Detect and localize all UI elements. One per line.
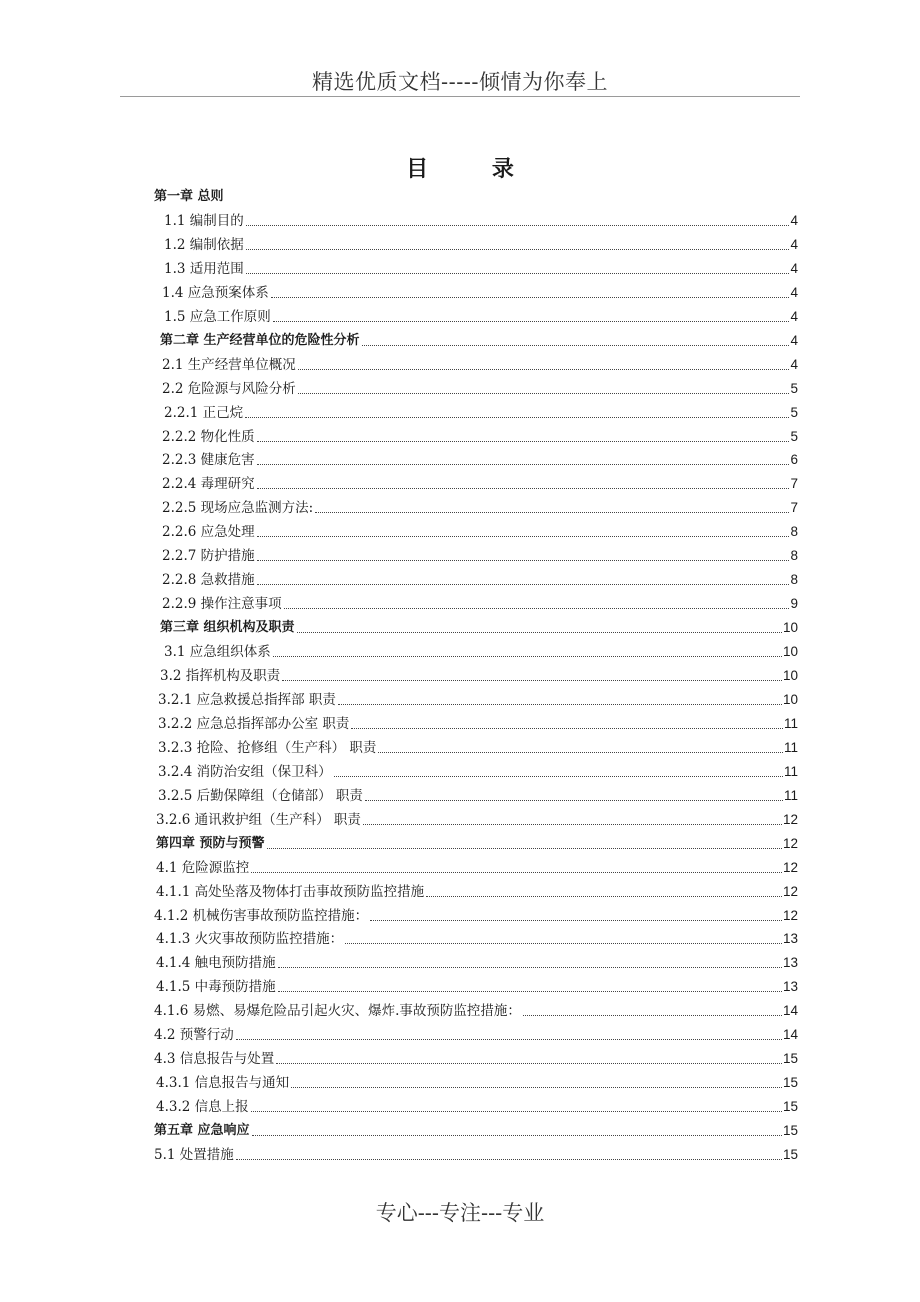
toc-page-number: 6 bbox=[790, 452, 798, 468]
toc-entry-label: 2.2.6 应急处理 bbox=[162, 524, 255, 541]
toc-dot-leader bbox=[273, 656, 782, 657]
toc-entry[interactable] bbox=[156, 926, 798, 948]
toc-entry-label: 4.1.3 火灾事故预防监控措施： bbox=[156, 931, 344, 948]
toc-entry-label: 第五章 应急响应 bbox=[154, 1123, 250, 1139]
toc-chapter-entry[interactable] bbox=[160, 328, 798, 350]
toc-entry[interactable] bbox=[154, 1046, 798, 1068]
toc-entry-label: 2.2.4 毒理研究 bbox=[162, 476, 255, 493]
toc-entry-label: 4.1 危险源监控 bbox=[156, 859, 250, 876]
toc-page-number: 13 bbox=[782, 979, 798, 995]
toc-entry[interactable] bbox=[164, 304, 798, 326]
toc-dot-leader bbox=[351, 728, 783, 729]
toc-entry[interactable] bbox=[154, 1142, 798, 1164]
toc-page-number: 4 bbox=[790, 308, 798, 324]
toc-entry-label: 1.5 应急工作原则 bbox=[164, 308, 271, 325]
toc-entry-label: 3.2.5 后勤保障组（仓储部） 职责 bbox=[158, 787, 363, 804]
toc-dot-leader bbox=[257, 464, 790, 465]
toc-entry-label: 第二章 生产经营单位的危险性分析 bbox=[160, 332, 360, 348]
toc-entry[interactable] bbox=[160, 663, 798, 685]
toc-dot-leader bbox=[378, 752, 783, 753]
toc-dot-leader bbox=[251, 1111, 782, 1112]
toc-dot-leader bbox=[426, 896, 782, 897]
toc-entry-label: 第一章 总则 bbox=[154, 189, 224, 204]
toc-entry[interactable] bbox=[158, 735, 798, 757]
toc-page-number: 11 bbox=[783, 763, 798, 779]
toc-page-number: 7 bbox=[790, 500, 798, 516]
toc-entry[interactable] bbox=[154, 998, 798, 1020]
toc-entry-label: 2.2.5 现场应急监测方法: bbox=[162, 500, 314, 517]
toc-entry[interactable] bbox=[162, 447, 798, 469]
page-footer: 专心---专注---专业 bbox=[375, 1201, 545, 1225]
toc-entry-label: 1.4 应急预案体系 bbox=[162, 284, 269, 301]
toc-entry[interactable] bbox=[162, 519, 798, 541]
toc-dot-leader bbox=[251, 872, 782, 873]
header-divider bbox=[120, 96, 800, 97]
toc-page-number: 15 bbox=[782, 1075, 798, 1091]
toc-page-number: 5 bbox=[790, 404, 798, 420]
toc-page-number: 12 bbox=[782, 883, 798, 899]
toc-entry-label: 3.2.1 应急救援总指挥部 职责 bbox=[158, 691, 336, 708]
toc-chapter-entry[interactable] bbox=[156, 831, 798, 853]
toc-entry[interactable] bbox=[154, 1022, 798, 1044]
toc-page-number: 10 bbox=[782, 668, 798, 683]
toc-dot-leader bbox=[245, 417, 789, 418]
toc-page-number: 14 bbox=[782, 1027, 798, 1043]
toc-page-number: 7 bbox=[790, 476, 798, 492]
toc-entry[interactable] bbox=[156, 879, 798, 901]
toc-entry-label: 2.2.3 健康危害 bbox=[162, 452, 255, 469]
toc-dot-leader bbox=[363, 824, 782, 825]
toc-dot-leader bbox=[282, 680, 782, 681]
toc-entry[interactable] bbox=[164, 256, 798, 278]
toc-entry-label: 4.1.5 中毒预防措施 bbox=[156, 979, 276, 996]
toc-entry-label: 4.2 预警行动 bbox=[154, 1027, 234, 1044]
toc-entry[interactable] bbox=[162, 424, 798, 446]
toc-entry[interactable] bbox=[164, 208, 798, 230]
toc-dot-leader bbox=[370, 920, 782, 921]
toc-entry-label: 4.3 信息报告与处置 bbox=[154, 1051, 275, 1068]
toc-page-number: 11 bbox=[783, 787, 798, 803]
toc-entry-label: 2.2.8 急救措施 bbox=[162, 572, 255, 589]
toc-entry-label: 1.2 编制依据 bbox=[164, 236, 244, 253]
toc-page-number: 15 bbox=[782, 1123, 798, 1139]
toc-page-number: 15 bbox=[782, 1099, 798, 1115]
toc-page-number: 4 bbox=[790, 356, 798, 372]
toc-page-number: 4 bbox=[790, 332, 798, 348]
toc-chapter-entry[interactable] bbox=[154, 184, 798, 206]
toc-entry-label: 4.1.1 高处坠落及物体打击事故预防监控措施 bbox=[156, 883, 425, 900]
toc-page-number: 9 bbox=[790, 596, 798, 612]
toc-entry[interactable] bbox=[158, 759, 798, 781]
toc-entry[interactable] bbox=[156, 1070, 798, 1092]
toc-entry[interactable] bbox=[162, 471, 798, 493]
toc-entry-label: 3.1 应急组织体系 bbox=[164, 644, 271, 661]
toc-entry-label: 5.1 处置措施 bbox=[154, 1147, 234, 1163]
toc-dot-leader bbox=[284, 608, 790, 609]
toc-dot-leader bbox=[257, 488, 790, 489]
toc-dot-leader bbox=[246, 273, 790, 274]
toc-page-number: 14 bbox=[782, 1003, 798, 1019]
toc-page-number: 5 bbox=[790, 428, 798, 444]
toc-entry[interactable] bbox=[158, 783, 798, 805]
toc-chapter-entry[interactable] bbox=[154, 1118, 798, 1140]
toc-dot-leader bbox=[315, 512, 789, 513]
toc-page-number: 4 bbox=[790, 260, 798, 276]
toc-entry-label: 3.2.6 通讯救护组（生产科） 职责 bbox=[156, 811, 361, 828]
toc-dot-leader bbox=[257, 584, 790, 585]
toc-dot-leader bbox=[338, 704, 782, 705]
toc-dot-leader bbox=[246, 249, 790, 250]
toc-dot-leader bbox=[334, 776, 783, 777]
toc-entry[interactable] bbox=[162, 352, 798, 374]
toc-entry[interactable] bbox=[164, 232, 798, 254]
toc-entry[interactable] bbox=[162, 495, 798, 517]
toc-dot-leader bbox=[257, 536, 790, 537]
toc-dot-leader bbox=[523, 1015, 782, 1016]
toc-dot-leader bbox=[298, 393, 790, 394]
toc-page-number: 5 bbox=[790, 380, 798, 396]
toc-dot-leader bbox=[297, 632, 782, 633]
toc-entry-label: 2.2.7 防护措施 bbox=[162, 548, 255, 565]
toc-entry[interactable] bbox=[164, 400, 798, 422]
toc-page-number: 15 bbox=[782, 1051, 798, 1067]
toc-entry[interactable] bbox=[156, 974, 798, 996]
toc-dot-leader bbox=[365, 800, 783, 801]
toc-dot-leader bbox=[276, 1063, 782, 1064]
toc-entry[interactable] bbox=[162, 567, 798, 589]
toc-dot-leader bbox=[267, 848, 782, 849]
toc-page-number: 12 bbox=[782, 859, 798, 875]
toc-entry-label: 2.1 生产经营单位概况 bbox=[162, 356, 296, 373]
toc-entry[interactable] bbox=[156, 1094, 798, 1116]
toc-page-number: 4 bbox=[790, 236, 798, 252]
toc-entry[interactable] bbox=[162, 543, 798, 565]
toc-entry[interactable] bbox=[162, 591, 798, 613]
toc-entry-label: 4.1.6 易燃、易爆危险品引起火灾、爆炸.事故预防监控措施： bbox=[154, 1003, 521, 1020]
toc-entry[interactable] bbox=[158, 687, 798, 709]
toc-entry[interactable] bbox=[162, 376, 798, 398]
toc-title: 目 录 bbox=[406, 156, 542, 182]
toc-entry-label: 2.2.2 物化性质 bbox=[162, 428, 255, 445]
toc-dot-leader bbox=[236, 1039, 782, 1040]
toc-page-number: 12 bbox=[782, 835, 798, 851]
toc-entry-label: 4.1.4 触电预防措施 bbox=[156, 955, 276, 972]
toc-page-number: 12 bbox=[782, 907, 798, 923]
toc-page-number: 8 bbox=[790, 524, 798, 540]
toc-page-number: 10 bbox=[782, 644, 798, 660]
toc-entry[interactable] bbox=[162, 280, 798, 302]
toc-entry[interactable] bbox=[156, 950, 798, 972]
toc-entry[interactable] bbox=[156, 807, 798, 829]
toc-dot-leader bbox=[252, 1135, 782, 1136]
toc-entry-label: 4.3.2 信息上报 bbox=[156, 1099, 249, 1116]
toc-dot-leader bbox=[257, 441, 790, 442]
toc-entry-label: 4.3.1 信息报告与通知 bbox=[156, 1075, 290, 1092]
toc-dot-leader bbox=[278, 991, 782, 992]
toc-page-number: 10 bbox=[782, 691, 798, 707]
toc-entry-label: 3.2.4 消防治安组（保卫科） bbox=[158, 763, 332, 780]
toc-dot-leader bbox=[278, 967, 782, 968]
toc-dot-leader bbox=[271, 297, 790, 298]
toc-dot-leader bbox=[362, 345, 790, 346]
toc-page-number: 13 bbox=[782, 955, 798, 971]
toc-entry-label: 3.2.3 抢险、抢修组（生产科） 职责 bbox=[158, 739, 377, 756]
toc-dot-leader bbox=[246, 225, 790, 226]
toc-dot-leader bbox=[257, 560, 790, 561]
toc-dot-leader bbox=[236, 1159, 782, 1160]
toc-dot-leader bbox=[273, 321, 790, 322]
toc-entry-label: 3.2.2 应急总指挥部办公室 职责 bbox=[158, 715, 350, 732]
toc-dot-leader bbox=[291, 1087, 782, 1088]
toc-page-number: 15 bbox=[782, 1147, 798, 1162]
toc-page-number: 11 bbox=[783, 715, 798, 731]
toc-page-number: 11 bbox=[783, 739, 798, 755]
toc-entry[interactable] bbox=[164, 639, 798, 661]
toc-entry-label: 1.3 适用范围 bbox=[164, 260, 244, 277]
toc-entry-label: 3.2 指挥机构及职责 bbox=[160, 668, 281, 684]
toc-entry[interactable] bbox=[158, 711, 798, 733]
toc-page-number: 4 bbox=[790, 284, 798, 300]
toc-entry-label: 第四章 预防与预警 bbox=[156, 835, 265, 851]
toc-entry-label: 2.2.1 正己烷 bbox=[164, 404, 244, 421]
toc-entry[interactable] bbox=[154, 903, 798, 925]
toc-entry-label: 第三章 组织机构及职责 bbox=[160, 620, 295, 636]
page-header: 精选优质文档-----倾情为你奉上 bbox=[312, 70, 608, 94]
toc-entry-label: 1.1 编制目的 bbox=[164, 212, 244, 229]
toc-page-number: 8 bbox=[790, 548, 798, 564]
toc-page-number: 10 bbox=[782, 620, 798, 636]
toc-entry-label: 2.2 危险源与风险分析 bbox=[162, 380, 296, 397]
toc-page-number: 4 bbox=[790, 212, 798, 228]
toc-entry[interactable] bbox=[156, 855, 798, 877]
toc-entry-label: 4.1.2 机械伤害事故预防监控措施： bbox=[154, 907, 369, 924]
toc-dot-leader bbox=[345, 943, 782, 944]
toc-dot-leader bbox=[298, 369, 790, 370]
toc-page-number: 8 bbox=[790, 572, 798, 588]
toc-entry-label: 2.2.9 操作注意事项 bbox=[162, 596, 282, 613]
toc-page-number: 13 bbox=[782, 931, 798, 947]
toc-page-number: 12 bbox=[782, 811, 798, 827]
toc-chapter-entry[interactable] bbox=[160, 615, 798, 637]
